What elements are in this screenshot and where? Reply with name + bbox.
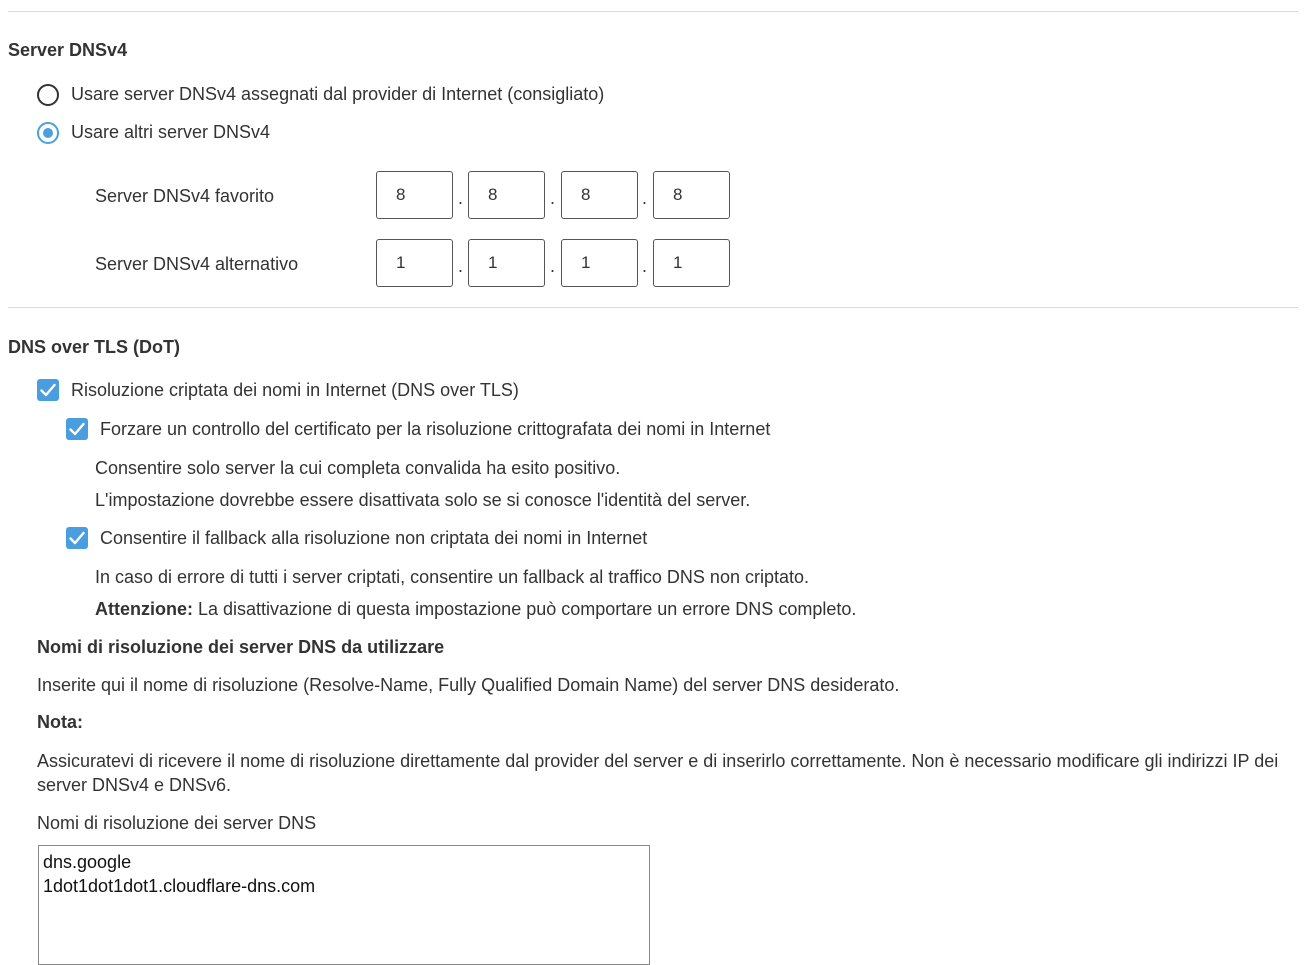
allow-fallback-checkbox[interactable] — [66, 527, 88, 549]
preferred-dns-octet-2[interactable]: 8 — [468, 171, 545, 219]
top-divider — [8, 11, 1298, 12]
preferred-dns-octet-1[interactable]: 8 — [376, 171, 453, 219]
alternate-dns-octet-4[interactable]: 1 — [653, 239, 730, 287]
force-cert-check-checkbox[interactable] — [66, 418, 88, 440]
encrypt-dns-checkbox[interactable] — [37, 379, 59, 401]
note-text: Assicuratevi di ricevere il nome di risoluzione direttamente dal provider del server e di inserirlo correttamente. Non è necessario modificare gli indirizzi IP dei server DNSv4 e DNSv6. — [37, 751, 1279, 795]
alternate-dns-octet-3[interactable]: 1 — [561, 239, 638, 287]
radio-provider-dns-label[interactable]: Usare server DNSv4 assegnati dal provider di Internet (consigliato) — [71, 84, 605, 104]
cert-description-1: Consentire solo server la cui completa convalida ha esito positivo. — [95, 458, 621, 478]
warning-label: Attenzione: — [95, 599, 193, 619]
ip-separator: . — [642, 256, 648, 276]
preferred-dns-octet-4[interactable]: 8 — [653, 171, 730, 219]
dns-resolve-names-textarea[interactable] — [38, 845, 650, 965]
ip-separator: . — [642, 188, 648, 208]
alternate-dns-octet-2[interactable]: 1 — [468, 239, 545, 287]
radio-provider-dns[interactable] — [37, 84, 59, 106]
resolve-names-heading: Nomi di risoluzione dei server DNS da utilizzare — [37, 637, 445, 657]
dnsv4-heading: Server DNSv4 — [8, 40, 128, 60]
radio-custom-dns[interactable] — [37, 122, 59, 144]
ip-separator: . — [550, 188, 556, 208]
cert-description-2: L'impostazione dovrebbe essere disattivata solo se si conosce l'identità del server. — [95, 490, 751, 510]
resolve-names-intro: Inserite qui il nome di risoluzione (Resolve-Name, Fully Qualified Domain Name) del server DNS desiderato. — [37, 675, 900, 695]
check-icon — [69, 422, 85, 436]
textarea-line: dns.google — [43, 852, 132, 872]
radio-custom-dns-label[interactable]: Usare altri server DNSv4 — [71, 122, 271, 142]
force-cert-check-label[interactable]: Forzare un controllo del certificato per la risoluzione crittografata dei nomi in Internet — [100, 419, 771, 439]
textarea-line: 1dot1dot1dot1.cloudflare-dns.com — [43, 876, 316, 896]
fallback-description: In caso di errore di tutti i server criptati, consentire un fallback al traffico DNS non criptato. — [95, 567, 809, 587]
section-divider — [8, 307, 1298, 308]
ip-separator: . — [550, 256, 556, 276]
check-icon — [69, 531, 85, 545]
allow-fallback-label[interactable]: Consentire il fallback alla risoluzione non criptata dei nomi in Internet — [100, 528, 648, 548]
dot-heading: DNS over TLS (DoT) — [8, 337, 181, 357]
textarea-label: Nomi di risoluzione dei server DNS — [37, 813, 317, 833]
ip-separator: . — [458, 256, 464, 276]
check-icon — [40, 383, 56, 397]
warning-text: La disattivazione di questa impostazione può comportare un errore DNS completo. — [193, 599, 857, 619]
preferred-dns-octet-3[interactable]: 8 — [561, 171, 638, 219]
fallback-warning — [95, 599, 856, 620]
alternate-dns-octet-1[interactable]: 1 — [376, 239, 453, 287]
preferred-dns-label: Server DNSv4 favorito — [95, 186, 275, 206]
ip-separator: . — [458, 188, 464, 208]
note-heading: Nota: — [37, 712, 83, 732]
encrypt-dns-label[interactable]: Risoluzione criptata dei nomi in Internet (DNS over TLS) — [71, 380, 519, 400]
alternate-dns-label: Server DNSv4 alternativo — [95, 254, 299, 274]
